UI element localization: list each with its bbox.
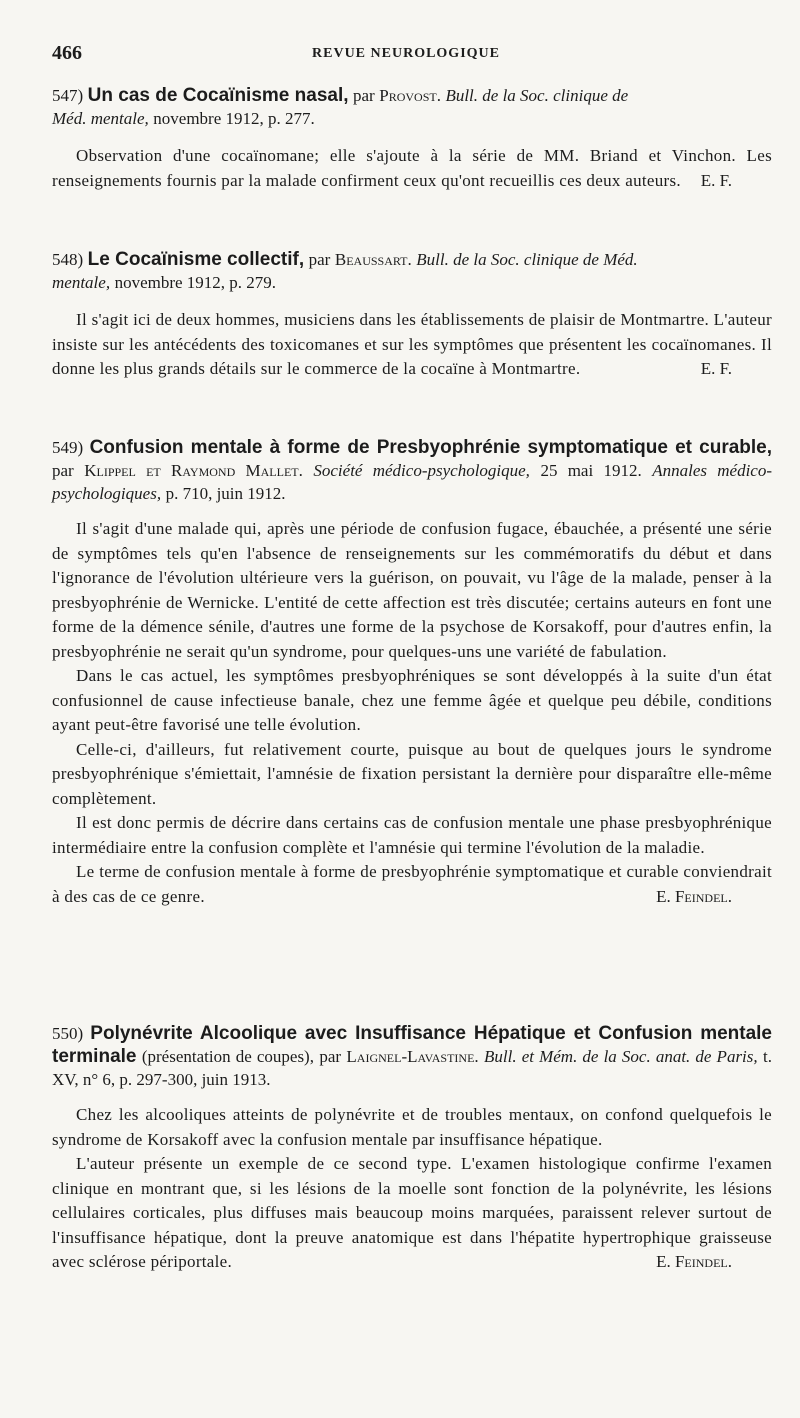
running-title: REVUE NEUROLOGIQUE [312,46,500,61]
entry-note: (présentation de coupes), [141,1047,314,1066]
entry-paragraph: Celle-ci, d'ailleurs, fut relativement courte, puisque au bout de quelques jours le syndrome presbyophrénique s'émiettait, l'amnésie de fixation persistant la dernière pour disparaître elle-même complètement. [52,739,772,808]
entry-title: Un cas de Cocaïnisme nasal, [87,85,349,106]
entry-number: 547) [52,86,84,105]
entry-signature: E. Feindel. [656,1252,732,1271]
entry-number: 549) [52,438,84,457]
by-label: par [319,1047,342,1066]
entry-source-cont: Bull. et Mém. de la Soc. anat. de Paris, [484,1047,758,1066]
entry-number: 548) [52,250,84,269]
entry-date-a: 25 mai 1912. [540,461,642,480]
entry-author: Laignel-Lavastine. [346,1047,479,1066]
entry-author: Provost. [379,86,441,105]
entry-paragraph: Il s'agit d'une malade qui, après une période de confusion fugace, ébauchée, a présenté une série de symptômes tels qu'en l'absence de renseignements sur les commémoratifs du début et dans l'ignorance de l'évolution ultérieure vers la guérison, on pouvait, vu l'âge de la malade, penser à la presbyophrénie de Wernicke. L'entité de cette affection est très discutée; certains auteurs en font une forme de la démence sénile, d'autres une forme de la psychose de Korsakoff, pour d'autres enfin, la presbyophrénie ne serait qu'un syndrome, pour quelques-uns une variété de fabulation. [52,519,772,661]
entry-paragraph: L'auteur présente un exemple de ce second type. L'examen histologique confirme l'examen clinique en montrant que, si les lésions de la moelle sont fonction de la polynévrite, les lésions cellulaires corticales, plus diffuses mais beaucoup moins marquées, paraissent relever surtout de l'insuffisance hépatique, dont la preuve anatomique est dans l'hépatite hypertrophique graisseuse avec sclérose périportale. [52,1154,772,1271]
entry-source: Bull. de la Soc. clinique de Méd. [416,250,638,269]
page-number: 466 [52,42,82,64]
entry-signature: E. Feindel. [656,886,732,906]
entry-paragraph: Il s'agit ici de deux hommes, musiciens dans les établissements de plaisir de Montmartre. L'auteur insiste sur les antécédents des toxicomanes et sur les symptômes que présentent les cocaïnomanes. Il donne les plus grands détails sur le commerce de la cocaïne à Montmartre. [52,310,772,378]
entry-date: novembre 1912, p. 279. [114,273,277,292]
entry-source-cont: mentale, [52,273,111,292]
entry-signature: E. F. [700,170,732,190]
abstract-entry-550 [52,1022,772,1275]
entry-source: Société médico-psychologique, [313,461,530,480]
entry-paragraph: Le terme de confusion mentale à forme de presbyophrénie symptomatique et curable conviendrait à des cas de ce genre. [52,862,772,906]
abstract-entry-549 [52,436,772,909]
entry-signature: E. F. [700,359,732,378]
entry-heading [52,84,772,130]
entry-date: t. XV, n° 6, p. 297-300, juin 1913. [52,1047,772,1089]
entry-date: novembre 1912, p. 277. [153,109,315,128]
entry-heading [52,248,772,294]
entry-author: Klippel et Raymond Mallet. [84,461,303,480]
entry-source-cont: Méd. mentale, [52,109,149,128]
by-label: par [353,86,375,105]
entry-source-cont: Annales médico-psychologiques, [52,461,773,503]
entry-heading [52,1022,772,1091]
abstract-entry-547 [52,84,772,193]
entry-number: 550) [52,1024,84,1043]
entry-paragraph: Chez les alcooliques atteints de polynévrite et de troubles mentaux, on confond quelquefois le syndrome de Korsakoff avec la confusion mentale par insuffisance hépatique. [52,1105,772,1149]
by-label: par [52,461,74,480]
abstract-entry-548 [52,248,772,382]
entry-source: Bull. de la Soc. clinique de [445,86,629,105]
entry-title: Le Cocaïnisme collectif, [87,249,305,270]
entry-title: Confusion mentale à forme de Presbyophrénie symptomatique et curable, [89,437,773,458]
entry-author: Beaussart. [334,250,412,269]
by-label: par [308,250,331,269]
entry-date: p. 710, juin 1912. [165,484,286,503]
page-header [52,42,760,70]
entry-paragraph: Observation d'une cocaïnomane; elle s'ajoute à la série de MM. Briand et Vinchon. Les renseignements fournis par la malade confirment ceux qu'ont recueillis ces deux auteurs. [52,146,772,190]
entry-title: Polynévrite Alcoolique avec Insuffisance Hépatique et Confusion mentale terminale [52,1023,772,1067]
entry-paragraph: Dans le cas actuel, les symptômes presbyophréniques se sont développés à la suite d'un état confusionnel de cause infectieuse banale, chez une femme âgée et quelque peu débile, conditions ayant peut-être favorisé une telle évolution. [52,666,772,734]
entry-heading [52,436,772,505]
entry-paragraph: Il est donc permis de décrire dans certains cas de confusion mentale une phase presbyophrénique intermédiaire entre la confusion complète et l'amnésie qui termine l'évolution de la maladie. [52,813,772,857]
